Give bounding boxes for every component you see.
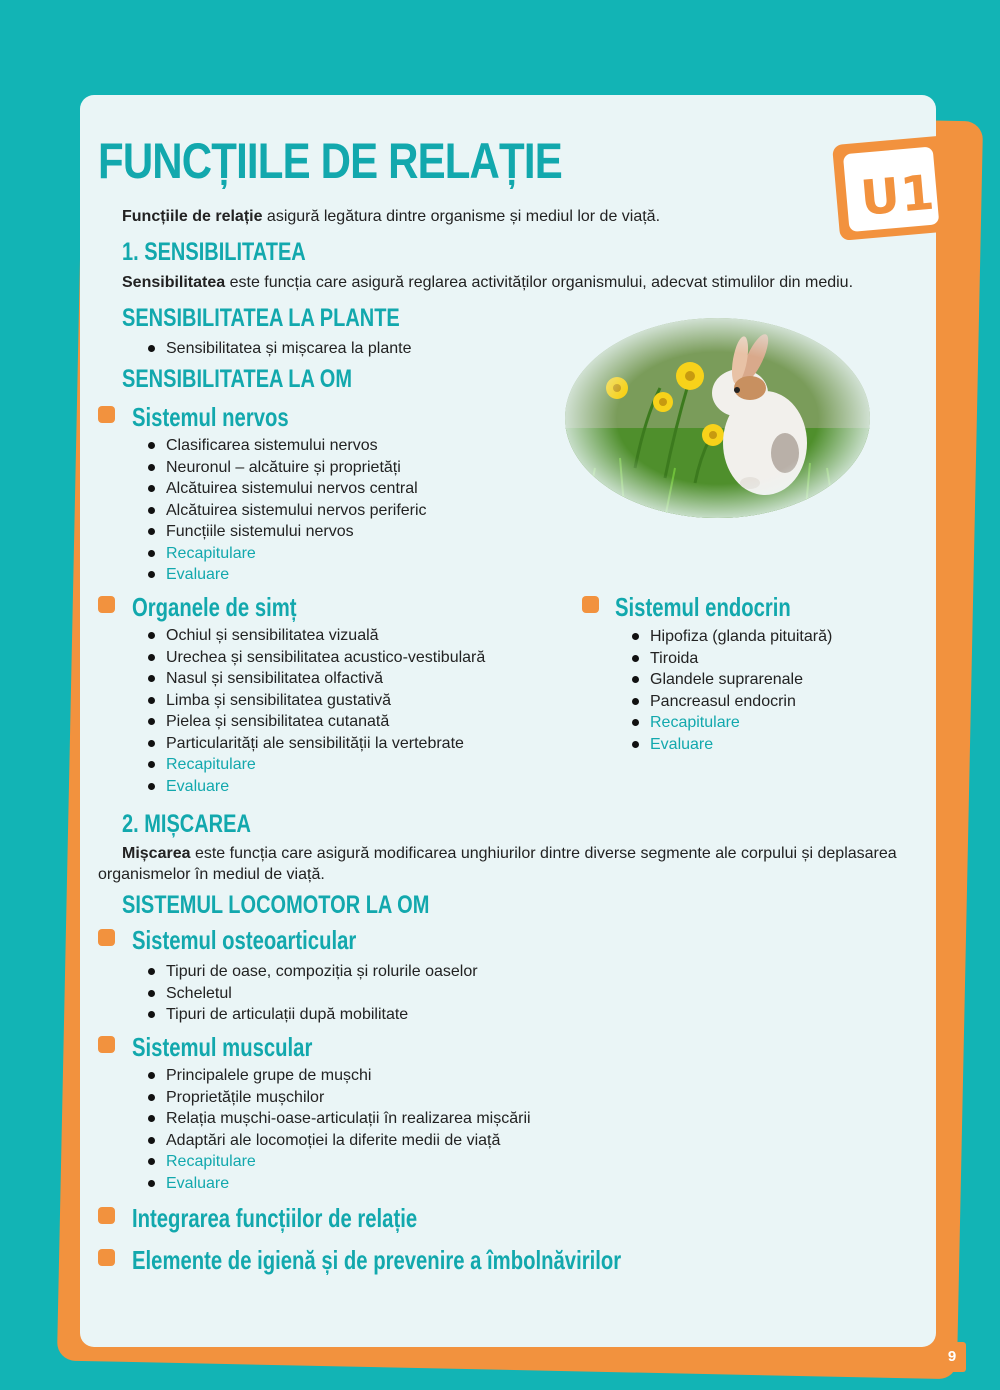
list-item: Alcătuirea sistemului nervos periferic	[146, 500, 427, 522]
sense-organs-list	[146, 625, 485, 797]
sensitivity-definition	[122, 272, 952, 293]
section-heading-movement: 2. MIȘCAREA	[122, 810, 251, 838]
list-item: Adaptări ale locomoției la diferite medii de viață	[146, 1130, 531, 1152]
list-item: Proprietățile mușchilor	[146, 1087, 531, 1109]
sensitivity-text: este funcția care asigură reglarea activităților organismului, adecvat stimulilor din mediu.	[225, 274, 854, 291]
rabbit-photo	[565, 318, 870, 518]
endocrine-system-heading: Sistemul endocrin	[615, 592, 791, 622]
intro-paragraph	[122, 206, 922, 227]
rabbit-with-flowers-icon	[565, 318, 870, 518]
bullet-square-icon	[98, 1249, 115, 1266]
list-item: Ochiul și sensibilitatea vizuală	[146, 625, 485, 647]
page-title: FUNCȚIILE DE RELAȚIE	[98, 133, 562, 189]
list-item: Tipuri de articulații după mobilitate	[146, 1004, 478, 1026]
list-item: Relația mușchi-oase-articulații în realizarea mișcării	[146, 1108, 531, 1130]
evaluation-link[interactable]: Evaluare	[146, 564, 427, 586]
bullet-square-icon	[98, 1207, 115, 1224]
list-item: Funcțiile sistemului nervos	[146, 521, 427, 543]
bullet-square-icon	[582, 596, 599, 613]
movement-definition	[98, 843, 898, 885]
list-item: Neuronul – alcătuire și proprietăți	[146, 457, 427, 479]
list-item: Clasificarea sistemului nervos	[146, 435, 427, 457]
list-item: Glandele suprarenale	[630, 669, 832, 691]
intro-term: Funcțiile de relație	[122, 208, 263, 225]
bullet-square-icon	[98, 929, 115, 946]
list-item: Limba și sensibilitatea gustativă	[146, 690, 485, 712]
review-link[interactable]: Recapitulare	[630, 712, 832, 734]
list-item: Sensibilitatea și mișcarea la plante	[146, 338, 411, 360]
list-item: Alcătuirea sistemului nervos central	[146, 478, 427, 500]
list-item: Tipuri de oase, compoziția și rolurile oaselor	[146, 961, 478, 983]
movement-text: este funcția care asigură modificarea unghiurilor dintre diverse segmente ale corpului și deplasarea organismelor în mediul de viață.	[98, 845, 897, 883]
list-item: Pielea și sensibilitatea cutanată	[146, 711, 485, 733]
human-sensitivity-heading: SENSIBILITATEA LA OM	[122, 365, 352, 393]
page-number: 9	[938, 1342, 966, 1372]
list-item: Particularități ale sensibilității la vertebrate	[146, 733, 485, 755]
section-heading-sensitivity: 1. SENSIBILITATEA	[122, 238, 306, 266]
endocrine-system-list	[630, 626, 832, 755]
list-item: Hipofiza (glanda pituitară)	[630, 626, 832, 648]
unit-badge-label: U1	[858, 164, 938, 227]
intro-text: asigură legătura dintre organisme și mediul lor de viață.	[262, 208, 661, 225]
muscular-system-list	[146, 1065, 531, 1194]
sensitivity-term: Sensibilitatea	[122, 274, 226, 291]
bullet-square-icon	[98, 1036, 115, 1053]
evaluation-link[interactable]: Evaluare	[630, 734, 832, 756]
sense-organs-heading: Organele de simț	[132, 592, 297, 622]
review-link[interactable]: Recapitulare	[146, 543, 427, 565]
plants-heading: SENSIBILITATEA LA PLANTE	[122, 304, 400, 332]
review-link[interactable]: Recapitulare	[146, 754, 485, 776]
list-item: Tiroida	[630, 648, 832, 670]
plants-list	[146, 338, 411, 360]
nervous-system-heading: Sistemul nervos	[132, 402, 289, 432]
list-item: Scheletul	[146, 983, 478, 1005]
review-link[interactable]: Recapitulare	[146, 1151, 531, 1173]
list-item: Pancreasul endocrin	[630, 691, 832, 713]
evaluation-link[interactable]: Evaluare	[146, 776, 485, 798]
bullet-square-icon	[98, 406, 115, 423]
list-item: Principalele grupe de mușchi	[146, 1065, 531, 1087]
movement-term: Mișcarea	[122, 845, 191, 862]
list-item: Nasul și sensibilitatea olfactivă	[146, 668, 485, 690]
integration-heading: Integrarea funcțiilor de relație	[132, 1203, 418, 1233]
osteoarticular-list	[146, 961, 478, 1026]
bullet-square-icon	[98, 596, 115, 613]
list-item: Urechea și sensibilitatea acustico-vestibulară	[146, 647, 485, 669]
muscular-system-heading: Sistemul muscular	[132, 1032, 313, 1062]
evaluation-link[interactable]: Evaluare	[146, 1173, 531, 1195]
nervous-system-list	[146, 435, 427, 586]
hygiene-heading: Elemente de igienă și de prevenire a îmbolnăvirilor	[132, 1245, 622, 1275]
locomotor-heading: SISTEMUL LOCOMOTOR LA OM	[122, 891, 430, 919]
osteoarticular-heading: Sistemul osteoarticular	[132, 925, 357, 955]
